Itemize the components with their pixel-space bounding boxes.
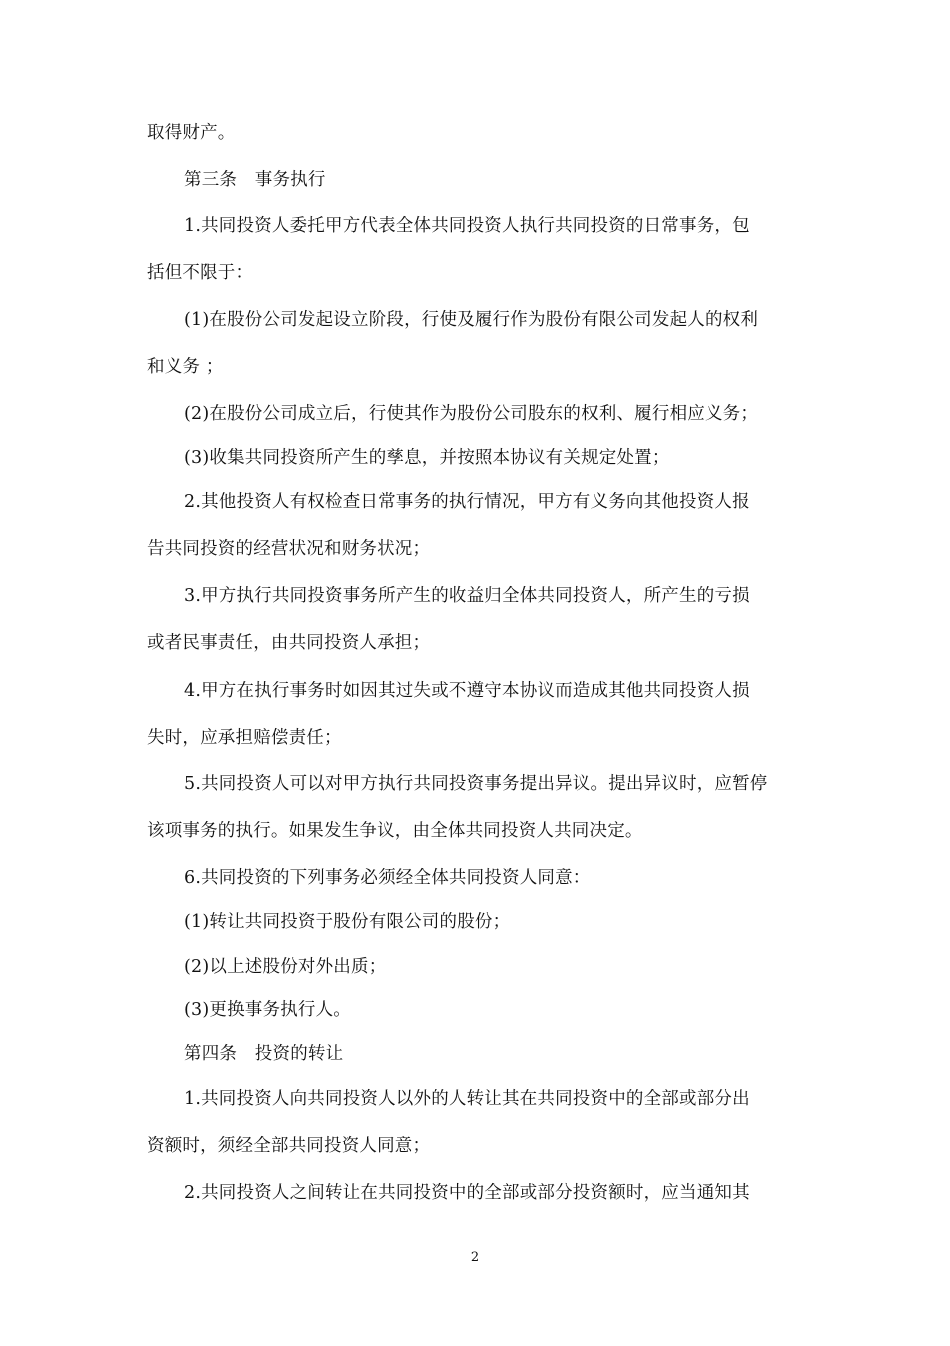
paragraph-line: 6.共同投资的下列事务必须经全体共同投资人同意： bbox=[184, 868, 591, 888]
paragraph-line: 告共同投资的经营状况和财务状况； bbox=[147, 539, 431, 559]
paragraph-line: 括但不限于： bbox=[147, 263, 254, 283]
paragraph-line: 2.其他投资人有权检查日常事务的执行情况，甲方有义务向其他投资人报 bbox=[184, 492, 750, 512]
paragraph-line: (1)在股份公司发起设立阶段，行使及履行作为股份有限公司发起人的权利 bbox=[184, 310, 759, 330]
paragraph-line: 1.共同投资人委托甲方代表全体共同投资人执行共同投资的日常事务，包 bbox=[184, 216, 750, 236]
paragraph-line: (3)收集共同投资所产生的孳息，并按照本协议有关规定处置； bbox=[184, 448, 670, 468]
paragraph-line: 该项事务的执行。如果发生争议，由全体共同投资人共同决定。 bbox=[147, 821, 643, 841]
paragraph-line: 2.共同投资人之间转让在共同投资中的全部或部分投资额时，应当通知其 bbox=[184, 1183, 750, 1203]
paragraph-line: 和义务 ； bbox=[147, 357, 224, 377]
paragraph-line: 3.甲方执行共同投资事务所产生的收益归全体共同投资人，所产生的亏损 bbox=[184, 586, 750, 606]
paragraph-line: 资额时，须经全部共同投资人同意； bbox=[147, 1136, 431, 1156]
section-heading: 第三条 事务执行 bbox=[184, 170, 326, 190]
paragraph-line: 4.甲方在执行事务时如因其过失或不遵守本协议而造成其他共同投资人损 bbox=[184, 681, 750, 701]
paragraph-line: 失时，应承担赔偿责任； bbox=[147, 728, 342, 748]
section-heading: 第四条 投资的转让 bbox=[184, 1044, 344, 1064]
paragraph-line: (2)在股份公司成立后，行使其作为股份公司股东的权利、履行相应义务； bbox=[184, 404, 759, 424]
page-number: 2 bbox=[470, 1250, 480, 1265]
paragraph-line: (2)以上述股份对外出质； bbox=[184, 957, 387, 977]
paragraph-line: 取得财产。 bbox=[147, 123, 236, 143]
paragraph-line: 1.共同投资人向共同投资人以外的人转让其在共同投资中的全部或部分出 bbox=[184, 1089, 750, 1109]
paragraph-line: 或者民事责任，由共同投资人承担； bbox=[147, 633, 431, 653]
paragraph-line: 5.共同投资人可以对甲方执行共同投资事务提出异议。提出异议时，应暂停 bbox=[184, 774, 768, 794]
paragraph-line: (3)更换事务执行人。 bbox=[184, 1000, 351, 1020]
paragraph-line: (1)转让共同投资于股份有限公司的股份； bbox=[184, 912, 511, 932]
